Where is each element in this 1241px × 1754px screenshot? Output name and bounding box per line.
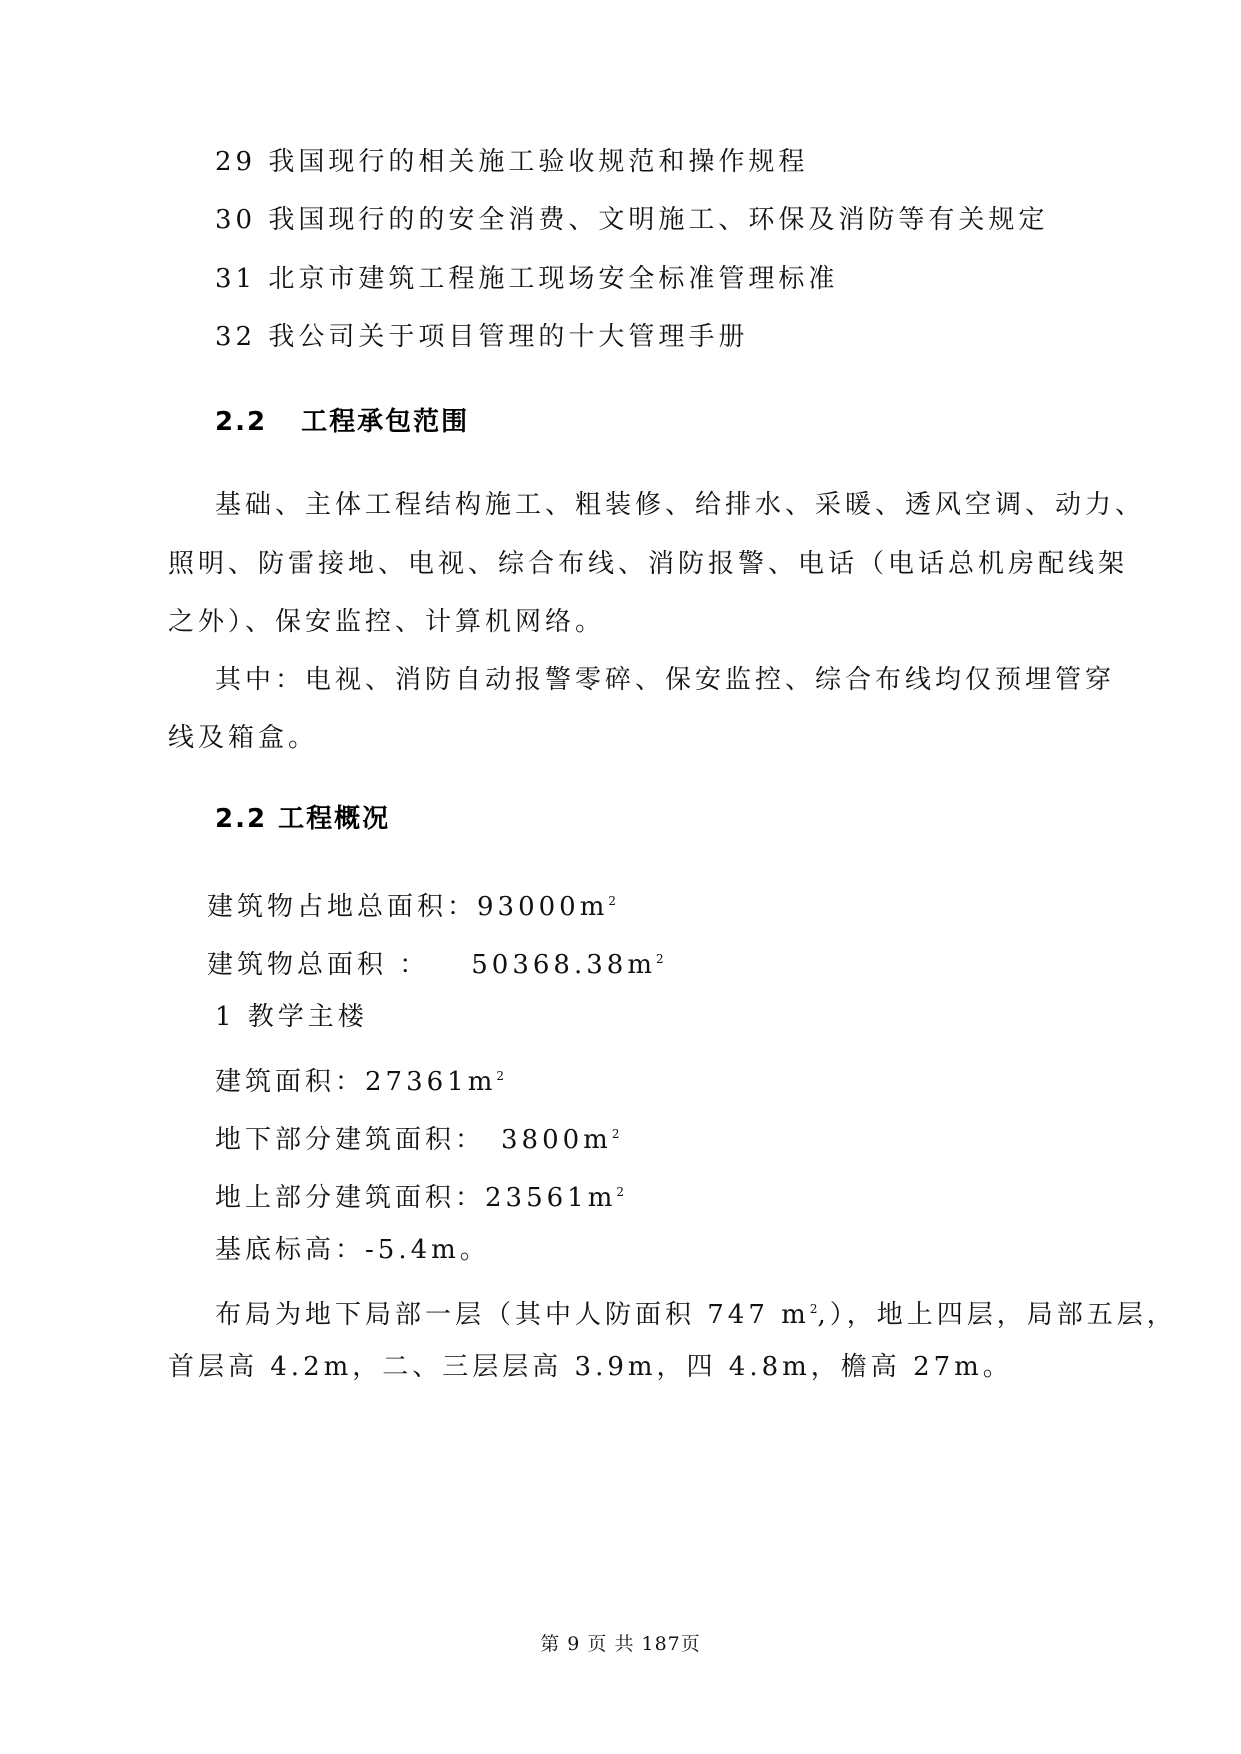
paragraph-line: 其中：电视、消防自动报警零碎、保安监控、综合布线均仅预埋管穿	[215, 665, 1116, 695]
section-number: 2.2	[215, 407, 268, 437]
list-item: 32 我公司关于项目管理的十大管理手册	[215, 322, 749, 352]
above-area-row	[215, 1174, 624, 1216]
section-title: 工程承包范围	[301, 407, 470, 437]
unit-superscript: 2	[616, 1185, 625, 1199]
above-area-label: 地上部分建筑面积：	[215, 1183, 486, 1213]
site-area-row	[207, 883, 616, 925]
list-item: 29 我国现行的相关施工验收规范和操作规程	[215, 147, 809, 177]
section-heading-overview: 2.2 工程概况	[215, 804, 391, 834]
layout-line: 首层高 4.2m，二、三层层高 3.9m，四 4.8m，檐高 27m。	[168, 1352, 1013, 1382]
list-item: 30 我国现行的的安全消费、文明施工、环保及消防等有关规定	[215, 205, 1049, 235]
building-title: 1 教学主楼	[215, 1002, 368, 1032]
base-elevation: 基底标高：-5.4m。	[215, 1235, 490, 1265]
list-item: 31 北京市建筑工程施工现场安全标准管理标准	[215, 264, 839, 294]
building-area-row	[215, 1058, 504, 1100]
site-area-label: 建筑物占地总面积：	[207, 892, 478, 922]
paragraph-line: 之外）、保安监控、计算机网络。	[168, 607, 606, 637]
unit-superscript: 2	[611, 1127, 620, 1141]
above-area-value: 23561m	[485, 1183, 617, 1213]
total-area-value: 50368.38m	[471, 950, 656, 980]
site-area-value: 93000m	[477, 892, 609, 922]
layout-line	[215, 1291, 1177, 1333]
total-area-row	[207, 941, 664, 983]
paragraph-line: 基础、主体工程结构施工、粗装修、给排水、采暖、透风空调、动力、	[215, 490, 1146, 520]
layout-text-a: 布局为地下局部一层（其中人防面积 747 m	[215, 1300, 810, 1330]
unit-superscript: 2	[655, 952, 664, 966]
unit-superscript: 2	[496, 1069, 505, 1083]
layout-text-b: ,），地上四层，局部五层，	[817, 1300, 1177, 1330]
underground-area-value: 3800m	[501, 1125, 612, 1155]
building-area-label: 建筑面积：	[215, 1067, 366, 1097]
building-area-value: 27361m	[365, 1067, 497, 1097]
paragraph-line: 线及箱盒。	[168, 723, 319, 753]
unit-superscript: 2	[809, 1302, 818, 1316]
section-heading-scope	[215, 404, 469, 440]
unit-superscript: 2	[608, 894, 617, 908]
page-footer: 第 9 页 共 187页	[540, 1633, 701, 1655]
total-area-label: 建筑物总面积 ：	[207, 950, 430, 980]
underground-area-row	[215, 1116, 619, 1158]
paragraph-line: 照明、防雷接地、电视、综合布线、消防报警、电话（电话总机房配线架	[168, 549, 1129, 579]
underground-area-label: 地下部分建筑面积：	[215, 1125, 486, 1155]
